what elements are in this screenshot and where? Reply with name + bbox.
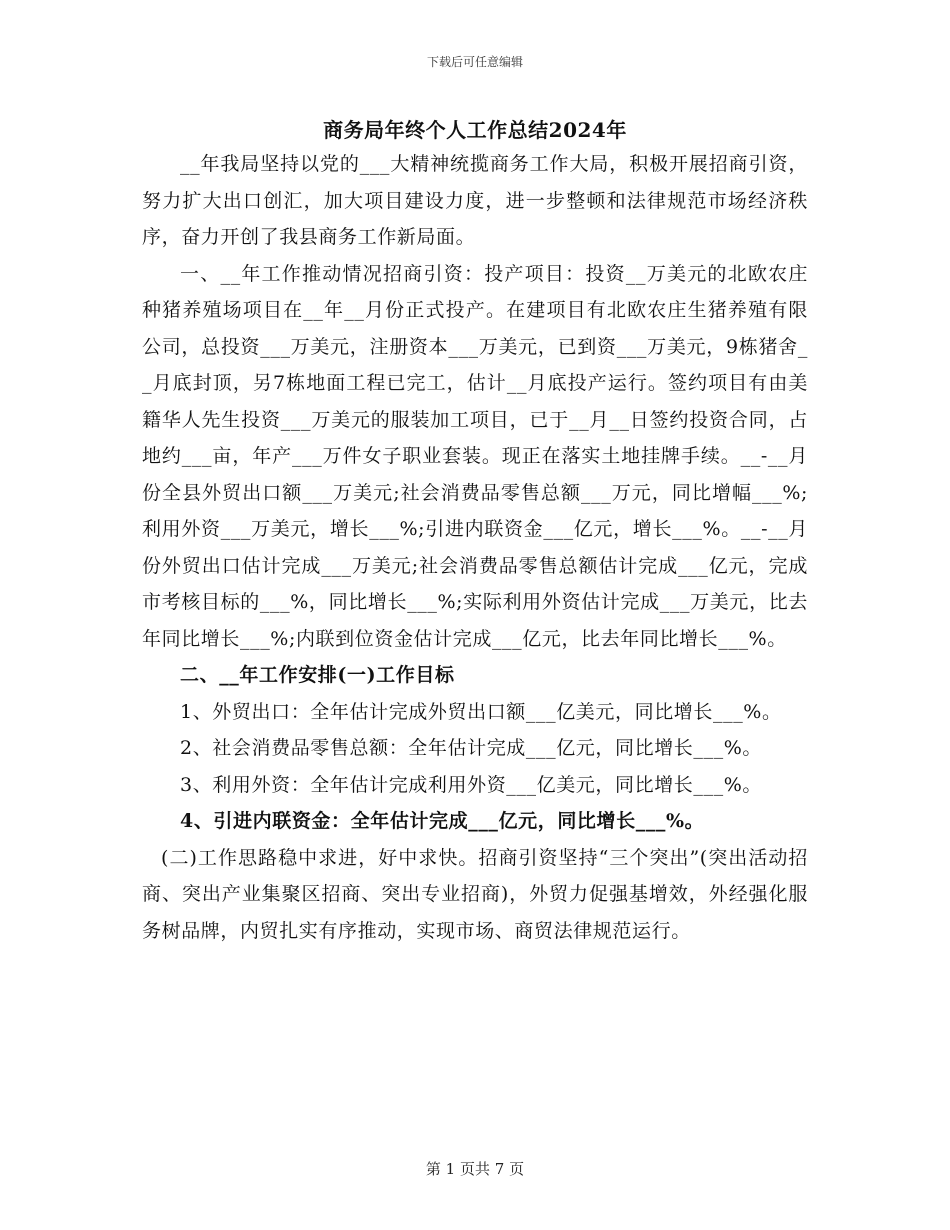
document-body — [142, 146, 808, 949]
page-footer-pagination: 第 1 页共 7 页 — [425, 1160, 525, 1178]
paragraph-target-domestic-capital: 4、引进内联资金：全年估计完成___亿元，同比增长___%。 — [180, 810, 705, 832]
paragraph-target-retail: 2、社会消费品零售总额：全年估计完成___亿元，同比增长___%。 — [180, 737, 762, 759]
page-header-note: 下载后可任意编辑 — [426, 55, 523, 69]
paragraph-target-export: 1、外贸出口：全年估计完成外贸出口额___亿美元，同比增长___%。 — [180, 700, 782, 723]
paragraph-work-approach: (二)工作思路稳中求进，好中求快。招商引资坚持“三个突出”(突出活动招商、突出产业集聚区招商、突出专业招商)，外贸力促强基增效，外经强化服务树品牌，内贸扎实有序推动，实现市场、商贸法律规范运行。 — [142, 846, 808, 942]
paragraph-intro: __年我局坚持以党的___大精神统揽商务工作大局，积极开展招商引资，努力扩大出口创汇，加大项目建设力度，进一步整顿和法律规范市场经济秩序，奋力开创了我县商务工作新局面。 — [142, 153, 808, 248]
heading-section-two: 二、__年工作安排(一)工作目标 — [180, 664, 455, 686]
paragraph-target-foreign-investment: 3、利用外资：全年估计完成利用外资___亿美元，同比增长___%。 — [180, 773, 762, 796]
document-title: 商务局年终个人工作总结2024年 — [323, 118, 627, 142]
paragraph-section-one: 一、__年工作推动情况招商引资：投产项目：投资__万美元的北欧农庄种猪养殖场项目在__年__月份正式投产。在建项目有北欧农庄生猪养殖有限公司，总投资___万美元，注册资本___万美元，已到资___万美元，9栋猪舍__月底封顶，另7栋地面工程已完工，估计__月底投产运行。签约项目有由美籍华人先生投资___万美元的服装加工项目，已于__月__日签约投资合同，占地约___亩，年产___万件女子职业套装。现正在落实土地挂牌手续。__-__月份全县外贸出口额___万美元;社会消费品零售总额___万元，同比增幅___%;利用外资___万美元，增长___%;引进内联资金___亿元，增长___%。__-__月份外贸出口估计完成___万美元;社会消费品零售总额估计完成___亿元，完成市考核目标的___%，同比增长___%;实际利用外资估计完成___万美元，比去年同比增长___%;内联到位资金估计完成___亿元，比去年同比增长___%。 — [142, 262, 808, 650]
